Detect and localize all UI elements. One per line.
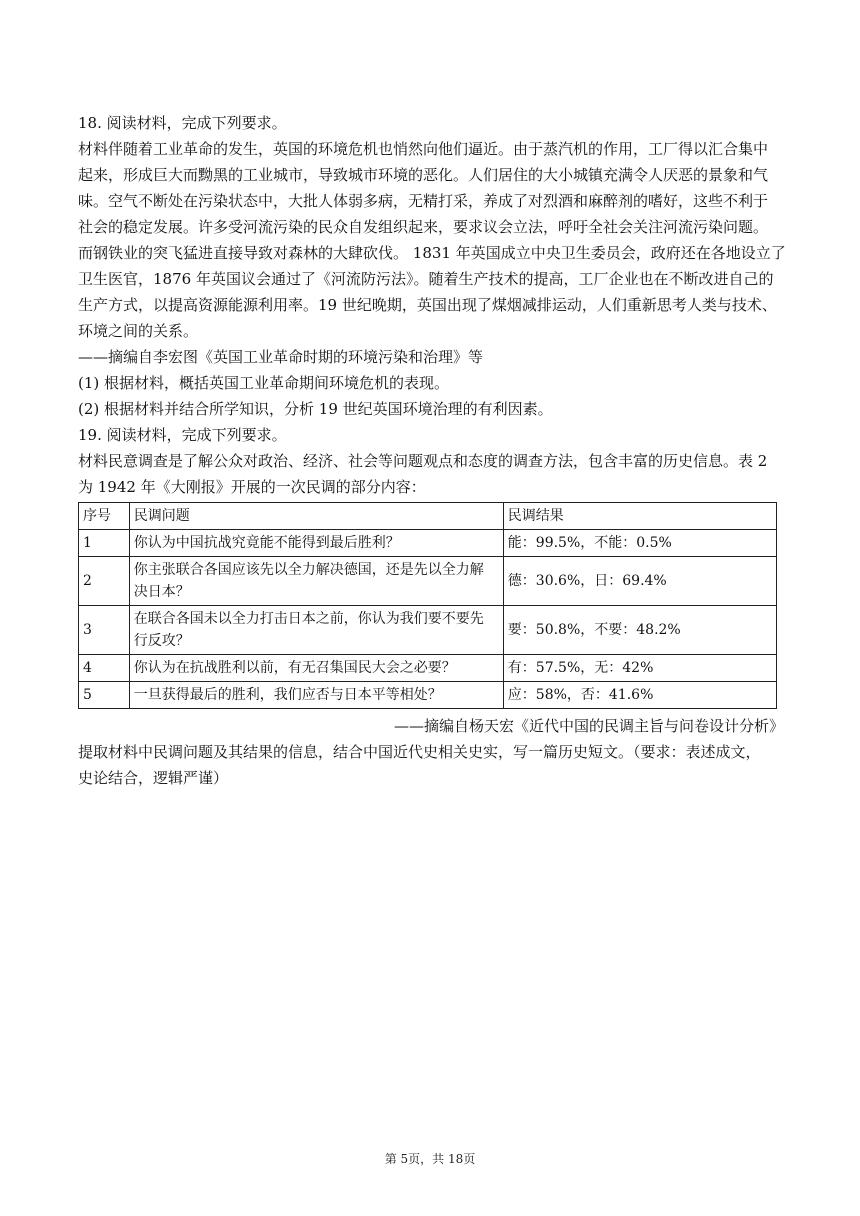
row-question [129,655,503,682]
row-result: 能：99.5%，不能：0.5% [503,530,776,557]
q19-intro-line: 为 1942 年《大刚报》开展的一次民调的部分内容： [78,478,426,496]
row-number: 2 [79,557,130,606]
q18-material-line: 起来，形成巨大而黝黑的工业城市，导致城市环境的恶化。人们居住的大小城镇充满令人厌恶的景象和气 [78,166,769,184]
q18-material-line: 卫生医官，1876 年英国议会通过了《河流防污法》。随着生产技术的提高，工厂企业也在不断改进自己的 [78,270,774,288]
row-question-text-cont: 决日本？ [133,584,190,600]
q18-source: ——摘编自李宏图《英国工业革命时期的环境污染和治理》等 [78,348,484,366]
row-question-text-cont: 行反攻？ [133,633,190,649]
q19-intro-line: 材料民意调查是了解公众对政治、经济、社会等问题观点和态度的调查方法，包含丰富的历史信息。表 2 [78,452,768,470]
row-question [129,682,503,709]
row-question-text: 一旦获得最后的胜利，我们应否与日本平等相处？ [133,687,442,703]
row-number: 5 [79,682,130,709]
q18-material-line: 而钢铁业的突飞猛进直接导致对森林的大肆砍伐。 1831 年英国成立中央卫生委员会，政府还在各地设立了 [78,244,786,262]
row-result: 要：50.8%，不要：48.2% [503,606,776,655]
row-question [129,606,503,655]
row-number: 3 [79,606,130,655]
q19-title: 19. 阅读材料，完成下列要求。 [78,426,287,444]
survey-table [78,502,777,709]
page-footer: 第 5页，共 18页 [384,1152,476,1166]
row-number: 4 [79,655,130,682]
row-result: 有：57.5%，无：42% [503,655,776,682]
q18-material-line: 生产方式，以提高资源能源利用率。19 世纪晚期，英国出现了煤烟减排运动，人们重新思考人类与技术、 [78,296,777,314]
q18-subquestion-2: (2) 根据材料并结合所学知识，分析 19 世纪英国环境治理的有利因素。 [78,400,553,418]
row-number: 1 [79,530,130,557]
row-question [129,530,503,557]
q19-source: ——摘编自杨天宏《近代中国的民调主旨与问卷设计分析》 [393,717,784,735]
q18-material-line: 社会的稳定发展。许多受河流污染的民众自发组织起来，要求议会立法，呼吁全社会关注河流污染问题。 [78,218,769,236]
q19-task-line: 史论结合，逻辑严谨） [78,769,229,787]
table-row [79,655,777,682]
row-question [129,557,503,606]
q18-subquestion-1: (1) 根据材料，概括英国工业革命期间环境危机的表现。 [78,374,450,392]
row-question-text: 你主张联合各国应该先以全力解决德国，还是先以全力解 [133,562,484,578]
q18-material-line: 环境之间的关系。 [78,322,199,340]
page-content [78,110,784,791]
header-number: 序号 [79,503,130,530]
row-result: 德：30.6%，日：69.4% [503,557,776,606]
q18-title: 18. 阅读材料，完成下列要求。 [78,114,287,132]
header-result: 民调结果 [503,503,776,530]
q19-task-line: 提取材料中民调问题及其结果的信息，结合中国近代史相关史实，写一篇历史短文。（要求：表述成文， [78,743,761,761]
row-question-text: 你认为中国抗战究竟能不能得到最后胜利？ [133,535,400,551]
table-header-row [79,503,777,530]
header-question: 民调问题 [129,503,503,530]
q18-material-line: 材料伴随着工业革命的发生，英国的环境危机也悄然向他们逼近。由于蒸汽机的作用，工厂得以汇合集中 [78,140,769,158]
table-row [79,530,777,557]
row-question-text: 你认为在抗战胜利以前，有无召集国民大会之必要？ [133,660,456,676]
table-row [79,606,777,655]
row-result: 应：58%，否：41.6% [503,682,776,709]
table-row [79,682,777,709]
q18-material-line: 味。空气不断处在污染状态中，大批人体弱多病，无精打采，养成了对烈酒和麻醉剂的嗜好，这些不利于 [78,192,769,210]
row-question-text: 在联合各国未以全力打击日本之前，你认为我们要不要先 [133,611,484,627]
table-row [79,557,777,606]
